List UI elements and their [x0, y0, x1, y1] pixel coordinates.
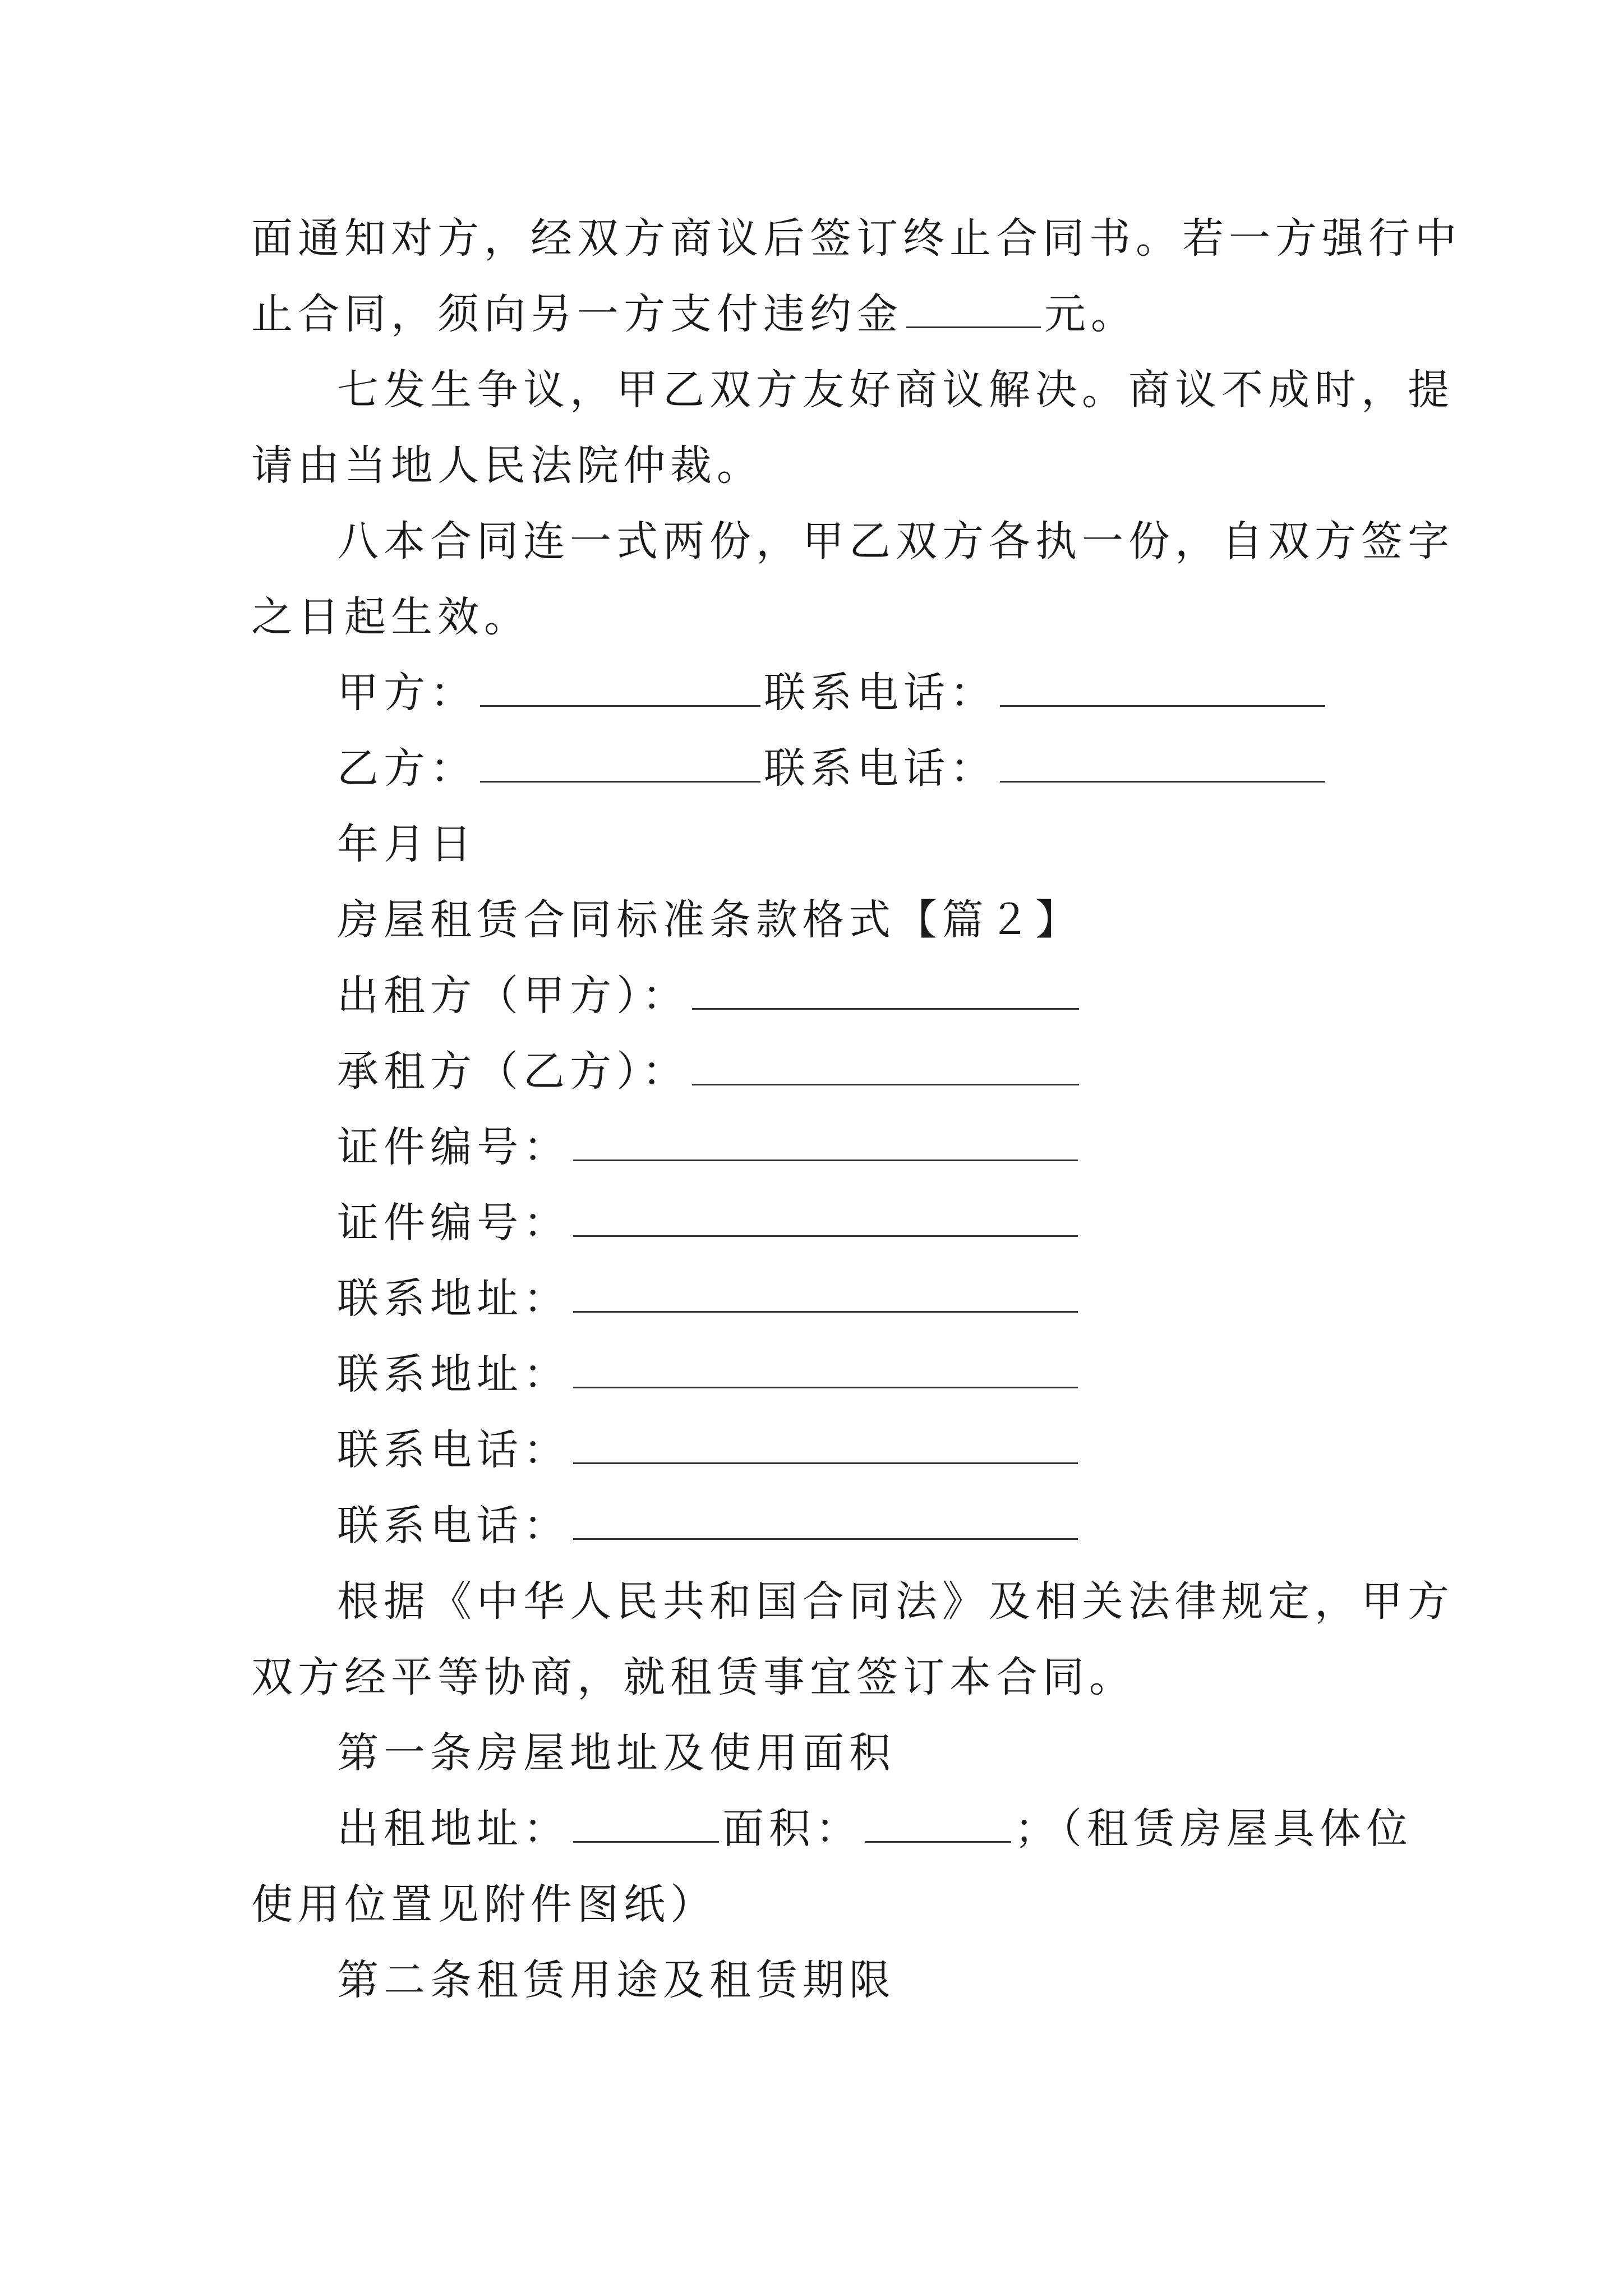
lessee-field — [337, 1046, 1470, 1097]
address-blank[interactable] — [573, 1276, 1078, 1313]
paragraph-line — [251, 213, 1461, 264]
phone-field — [337, 1501, 1470, 1551]
address-blank[interactable] — [573, 1352, 1078, 1388]
field-label: 出租地址： — [337, 1805, 570, 1853]
party-a-phone-blank[interactable] — [1000, 670, 1325, 707]
paragraph-line — [251, 1652, 1384, 1703]
party-b-name-blank[interactable] — [480, 746, 760, 783]
penalty-amount-blank[interactable] — [906, 292, 1041, 328]
line-suffix: ；（租赁房屋具体位 — [1015, 1805, 1413, 1853]
paragraph-line — [251, 592, 1384, 642]
article-one-title — [337, 1728, 1470, 1778]
field-label: 联系电话： — [764, 669, 997, 717]
field-label: 承租方（乙方）： — [337, 1047, 689, 1096]
line-text: 八本合同连一式两份，甲乙双方各执一份，自双方签字 — [337, 517, 1454, 565]
party-a-signature-line — [337, 668, 1470, 718]
party-a-name-blank[interactable] — [480, 670, 760, 707]
lessee-blank[interactable] — [692, 1049, 1079, 1085]
phone-blank[interactable] — [573, 1428, 1078, 1464]
rental-address-blank[interactable] — [573, 1806, 719, 1843]
lessor-field — [337, 970, 1470, 1021]
line-text: 面通知对方，经双方商议后签订终止合同书。若一方强行中 — [251, 214, 1461, 263]
id-number-field — [337, 1198, 1470, 1248]
clause-eight-line — [337, 516, 1470, 567]
party-b-phone-blank[interactable] — [1000, 746, 1325, 783]
line-text: 年月日 — [337, 820, 477, 868]
line-text: 之日起生效。 — [251, 593, 531, 641]
field-label: 乙方： — [337, 744, 477, 793]
field-label: 甲方： — [337, 669, 477, 717]
party-b-signature-line — [337, 743, 1470, 794]
article-two-title — [337, 1955, 1470, 2005]
line-text: 请由当地人民法院仲裁。 — [251, 441, 763, 490]
lessor-blank[interactable] — [692, 973, 1079, 1010]
paragraph-line — [251, 289, 1384, 339]
field-label: 证件编号： — [337, 1199, 570, 1247]
field-label: 联系电话： — [337, 1426, 570, 1474]
id-number-blank[interactable] — [573, 1125, 1078, 1161]
section-title — [337, 895, 1470, 945]
address-field — [337, 1349, 1470, 1400]
field-label: 联系地址： — [337, 1274, 570, 1323]
clause-seven-line — [337, 365, 1470, 415]
field-label: 联系电话： — [337, 1502, 570, 1550]
field-label: 面积： — [722, 1805, 862, 1853]
id-number-blank[interactable] — [573, 1200, 1078, 1237]
line-text: 第二条租赁用途及租赁期限 — [337, 1956, 896, 2004]
area-blank[interactable] — [865, 1806, 1011, 1843]
line-text: 双方经平等协商，就租赁事宜签订本合同。 — [251, 1653, 1136, 1701]
date-line — [337, 819, 1470, 869]
preamble-line — [337, 1576, 1470, 1627]
field-label: 联系电话： — [764, 744, 997, 793]
phone-blank[interactable] — [573, 1503, 1078, 1540]
line-text: 七发生争议，甲乙双方友好商议解决。商议不成时，提 — [337, 366, 1454, 414]
line-suffix: 元。 — [1044, 290, 1137, 338]
field-label: 出租方（甲方）： — [337, 972, 689, 1020]
line-text: 止合同，须向另一方支付违约金 — [251, 290, 903, 338]
rental-address-line — [337, 1803, 1470, 1854]
id-number-field — [337, 1122, 1470, 1172]
line-text: 第一条房屋地址及使用面积 — [337, 1729, 896, 1777]
line-text: 使用位置见附件图纸） — [251, 1880, 717, 1929]
phone-field — [337, 1425, 1470, 1475]
paragraph-line — [251, 1879, 1384, 1930]
paragraph-line — [251, 440, 1384, 491]
field-label: 证件编号： — [337, 1123, 570, 1171]
line-text: 根据《中华人民共和国合同法》及相关法律规定，甲方 — [337, 1577, 1454, 1626]
address-field — [337, 1273, 1470, 1324]
field-label: 联系地址： — [337, 1350, 570, 1398]
line-text: 房屋租赁合同标准条款格式【篇２】 — [337, 896, 1082, 944]
